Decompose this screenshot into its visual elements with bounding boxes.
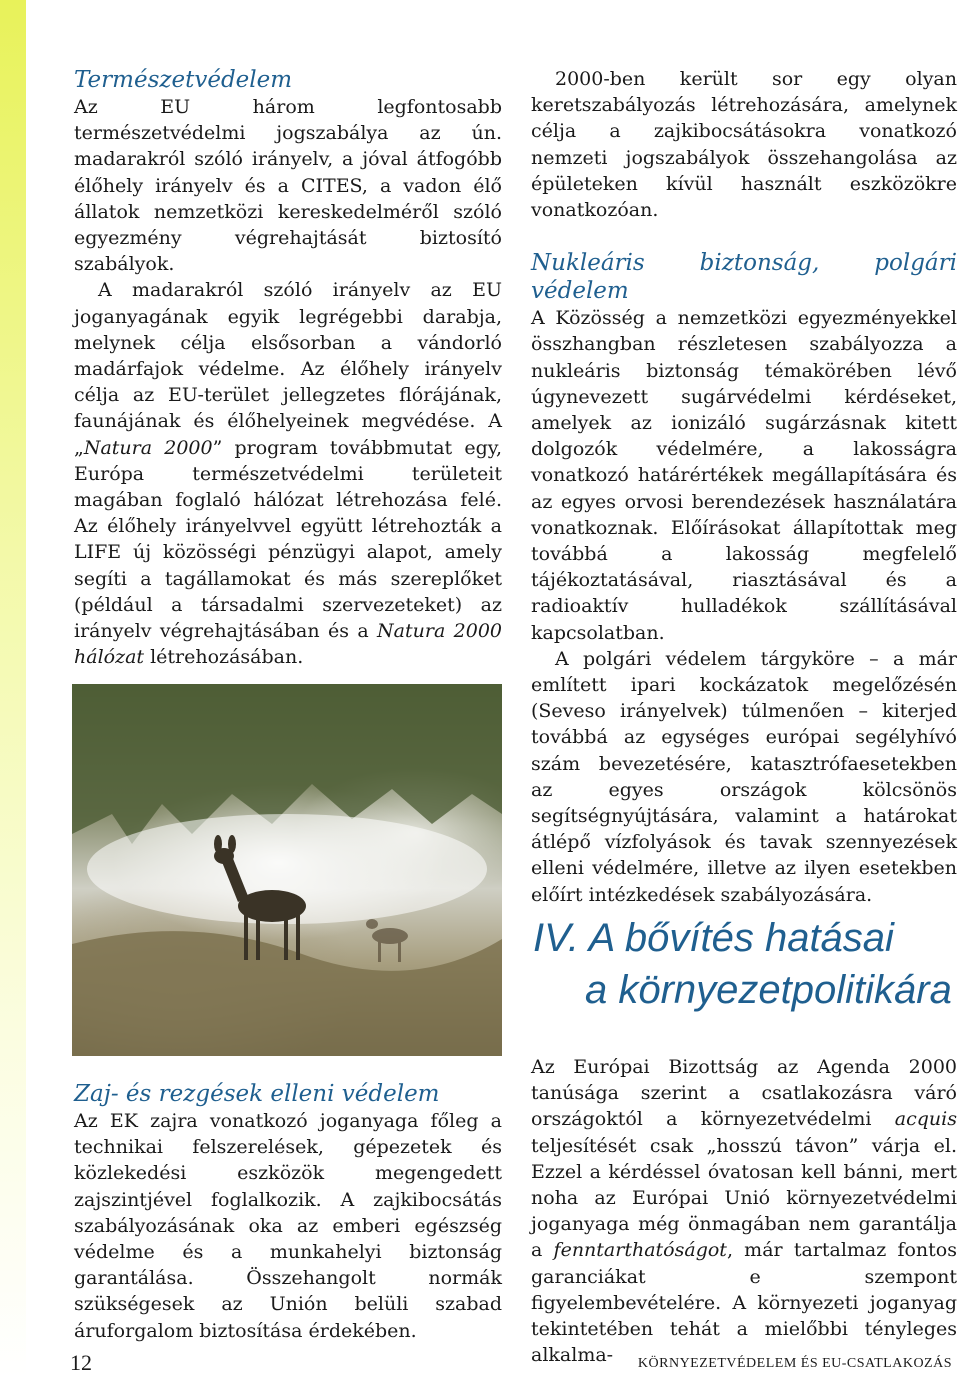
deer-in-mist-photo (72, 684, 502, 1056)
italic-term: Natura 2000 (83, 436, 213, 459)
deer-photo-illustration (72, 684, 502, 1056)
paragraph (531, 1054, 957, 1368)
chapter-title (533, 912, 953, 1016)
section-heading-nature: Természetvédelem (74, 67, 293, 93)
bottom-right-column (531, 1054, 957, 1368)
right-column (531, 66, 957, 908)
left-column (74, 66, 502, 670)
text-run: Az Európai Bizottság az Agenda 2000 tanúsága szerint a csatlakozásra váró országoktól a környezetvédelmi (531, 1056, 957, 1131)
section-heading-nuclear: Nukleáris biztonság, polgári védelem (531, 250, 957, 305)
chapter-title-line-1: IV. A bővítés hatásai (533, 916, 894, 960)
bottom-left-column (74, 1080, 502, 1344)
paragraph: Az EU három legfontosabb természetvédelmi jogszabálya az ún. madarakról szóló irányelv, a jóval átfogóbb élőhely irányelv és a CITES, a vadon élő állatok nemzetközi kereskedelméről szóló egyezmény végrehajtását biztosító szabályok. (74, 96, 502, 276)
text-run: A madarakról szóló irányelv az EU joganyagának egyik legrégebbi darabja, melynek célja elsősorban a vándorló madárfajok védelme. Az élőhely irányelv célja az EU-terület jellegzetes flórájának, faunájának és élőhelyeinek megvédése. A „ (74, 279, 502, 459)
paragraph: 2000-ben került sor egy olyan keretszabályozás létrehozására, amelynek célja a zajkibocsátásokra vonatkozó nemzeti jogszabályok összehangolása az épületeken kívül használt eszközökre vonatkozóan. (531, 68, 957, 222)
italic-term: fenntarthatóságot (553, 1239, 727, 1262)
chapter-title-line-2: a környezetpolitikára (585, 968, 952, 1012)
text-run: , már tartalmaz fontos garanciákat e szempont figyelembevételére. A környezeti joganyag tekintetében tehát a mielőbbi tényleges alkalma- (531, 1239, 957, 1367)
paragraph: A polgári védelem tárgyköre – a már említett ipari kockázatok megelőzésén (Seveso irányelvek) túlmenően – kiterjed továbbá az egységes európai segélyhívó szám bevezetésére, katasztrófaesetekben az egyes országok kölcsönös segítségnyújtására, valamint a határokat átlépő vízfolyások és tavak szennyezések elleni védelmére, illetve az ilyen esetekben előírt intézkedések szabályozására. (531, 647, 957, 906)
italic-term: Natura 2000 hálózat (74, 620, 502, 669)
italic-term: acquis (894, 1108, 957, 1131)
text-run: létrehozásában. (144, 646, 304, 669)
paragraph (74, 277, 502, 670)
paragraph: Az EK zajra vonatkozó joganyaga főleg a technikai felszerelések, gépezetek és közlekedési eszközök megengedett zajszintjével foglalkozik. A zajkibocsátás szabályozásának oka az emberi egészség védelme és a munkahelyi biztonság garantálása. Összehangolt normák szükségesek az Unión belüli szabad áruforgalom biztosítása érdekében. (74, 1110, 502, 1342)
text-run: teljesítését csak „hosszú távon” várja el. Ezzel a kérdéssel óvatosan kell bánni, mert noha az Európai Unió környezetvédelmi joganyaga még önmagában nem garantálja a (531, 1134, 957, 1262)
text-run: ” program továbbmutat egy, Európa természetvédelmi területeit magában foglaló hálózat létrehozása felé. Az élőhely irányelvvel együtt létrehozták a LIFE új közösségi pénzügyi alapot, amely segíti a tagállamokat és más szereplőket (például a társadalmi szervezeteket) az irányelv végrehajtásában és a (74, 436, 502, 643)
section-heading-noise: Zaj- és rezgések elleni védelem (74, 1081, 440, 1107)
running-footer: KÖRNYEZETVÉDELEM ÉS EU-CSATLAKOZÁS (637, 1356, 952, 1371)
page-number: 12 (70, 1350, 92, 1375)
paragraph: A Közösség a nemzetközi egyezményekkel összhangban részletesen szabályozza a nukleáris biztonság témakörében lévő úgynevezett sugárvédelmi kérdéseket, amelyek az ionizáló sugárzásnak kitett dolgozók védelmére, a lakosságra vonatkozó határértékek megállapítására és az egyes orvosi berendezések használatára vonatkoznak. Előírásokat állapítottak meg továbbá a lakosság megfelelő tájékoztatásával, riasztásával és a radioaktív hulladékok szállításával kapcsolatban. (531, 307, 957, 644)
page-edge-gradient (0, 0, 26, 1378)
